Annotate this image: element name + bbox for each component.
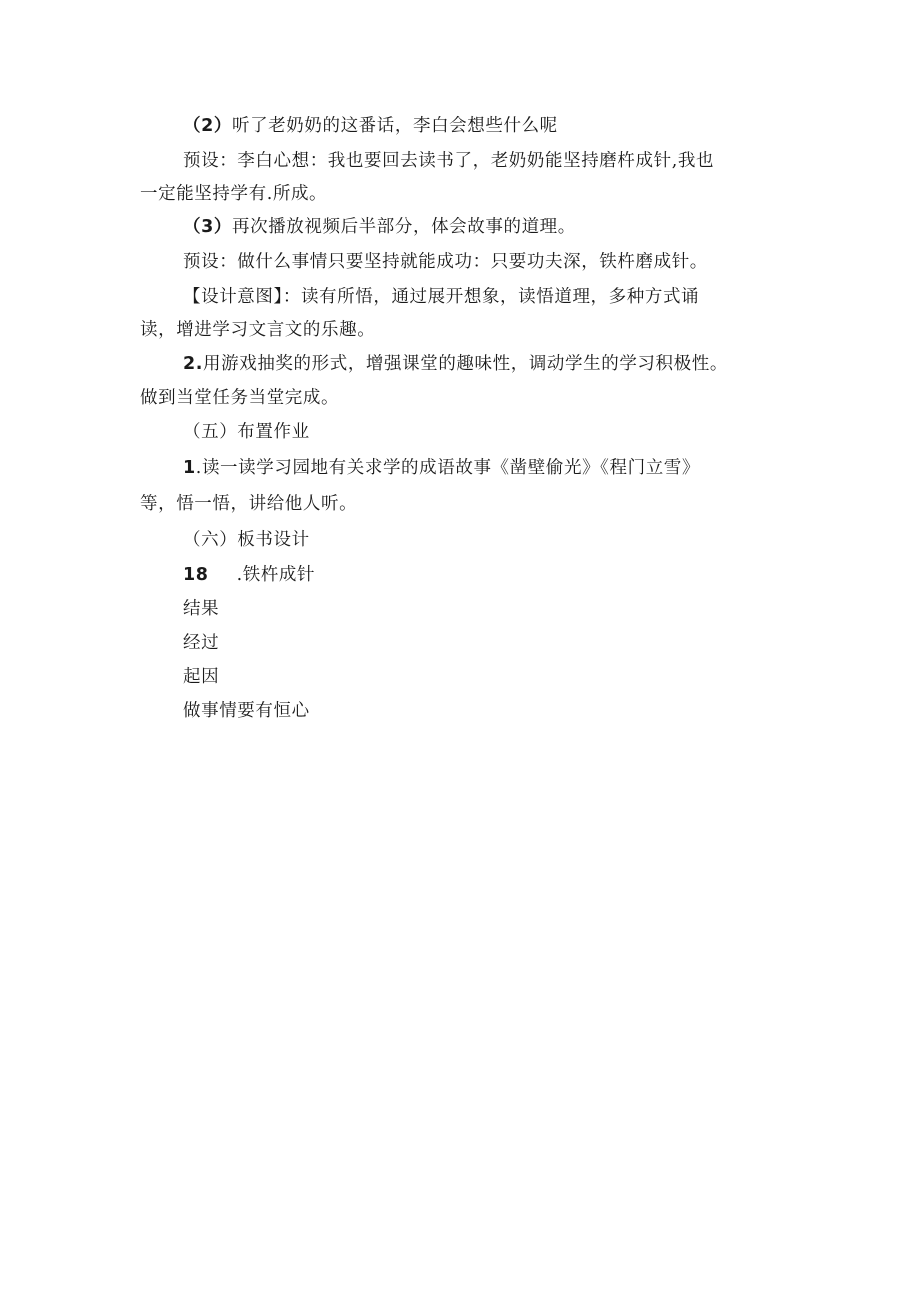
paragraph-question-2 xyxy=(183,114,558,138)
item-number: 1 xyxy=(183,458,196,478)
paragraph-preset-1-line-2: 一定能坚持学有.所成。 xyxy=(140,184,328,204)
paragraph-design-intent-line-1: 【设计意图】：读有所悟，通过展开想象，读悟道理，多种方式诵 xyxy=(183,287,700,307)
board-title xyxy=(183,563,315,587)
item-number: 2. xyxy=(183,354,204,374)
lesson-number: 18 xyxy=(183,565,209,585)
paragraph-text: .读一读学习园地有关求学的成语故事《凿壁偷光》《程门立雪》 xyxy=(195,458,700,478)
paragraph-homework-line-2: 等，悟一悟，讲给他人听。 xyxy=(140,494,358,514)
item-number: （3） xyxy=(183,217,232,237)
board-item-moral: 做事情要有恒心 xyxy=(183,701,310,721)
section-heading-board-design: （六）板书设计 xyxy=(183,530,310,550)
item-number: （2） xyxy=(183,116,232,136)
paragraph-preset-1-line-1: 预设：李白心想：我也要回去读书了，老奶奶能坚持磨杵成针,我也 xyxy=(183,151,715,171)
lesson-title: .铁杵成针 xyxy=(236,565,316,585)
board-item-cause: 起因 xyxy=(183,667,220,687)
paragraph-item-2-line-1 xyxy=(183,352,728,376)
paragraph-homework-line-1 xyxy=(183,456,700,480)
section-heading-homework: （五）布置作业 xyxy=(183,422,310,442)
paragraph-design-intent-line-2: 读，增进学习文言文的乐趣。 xyxy=(140,320,376,340)
paragraph-text: 再次播放视频后半部分，体会故事的道理。 xyxy=(231,217,576,237)
paragraph-item-2-line-2: 做到当堂任务当堂完成。 xyxy=(140,388,340,408)
paragraph-text: 听了老奶奶的这番话，李白会想些什么呢 xyxy=(231,116,558,136)
board-item-result: 结果 xyxy=(183,599,220,619)
paragraph-preset-2: 预设：做什么事情只要坚持就能成功：只要功夫深，铁杵磨成针。 xyxy=(183,252,708,272)
paragraph-question-3 xyxy=(183,215,576,239)
paragraph-text: 用游戏抽奖的形式，增强课堂的趣味性，调动学生的学习积极性。 xyxy=(203,354,728,374)
board-item-process: 经过 xyxy=(183,633,220,653)
